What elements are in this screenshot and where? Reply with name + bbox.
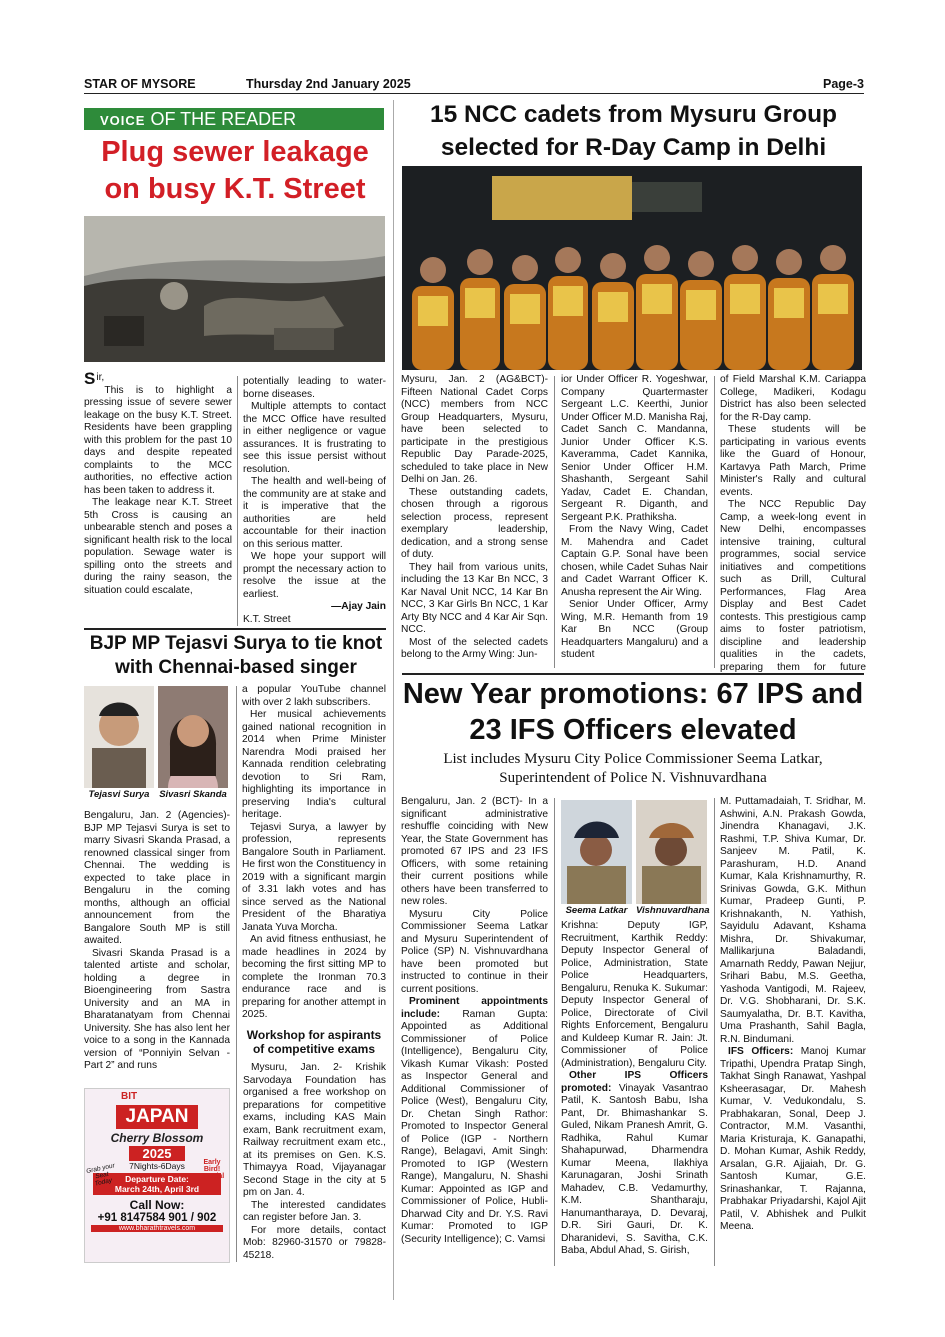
sivasri-photo [158, 686, 228, 788]
caption-seema: Seema Latkar [565, 905, 628, 916]
ad-badge: Early Bird! Special [199, 1159, 225, 1180]
ad-slogan: Grab your Seat Today [85, 1162, 116, 1188]
ips-col-2: Krishna: Deputy IGP, Recruitment, Karthik Reddy: Deputy Inspector General of Police, Administration, State Police Headquarters, Bengaluru, Renuka K. Sukumar: Deputy Inspector General of Police, Directorate of Civil Rights Enforcement, Bengaluru and Kuldeep Kumar R. Jain: Jt. Commissioner of Police (Administration), Bengaluru City. Other IPS Officers promoted: Vinayak Vasantrao Patil, K. Santosh Babu, Isha Pant, Dr. Bhimashankar S. Guled, Nikam Pranesh Amrit, G. Radhika, Rahul Kumar Shahapurwad, Dharmendra Kumar Meena, Ilakhiya Karunagaran, Joshi Srinath Mahadev, C.B. Vedamurthy, K.M. Shantharaju, Hanumantharaya, D. Devaraj, D.R. Siri Gauri, Dr. K. Dharanidevi, S. Savitha, C.K. Baba, Abdul Ahad, S. Girish, [561, 920, 708, 1256]
vishnu-photo [636, 800, 707, 904]
ncc-headline: 15 NCC cadets from Mysuru Group selected for R-Day Camp in Delhi [429, 101, 838, 161]
letter-signature: —Ajay Jain [331, 601, 386, 612]
ips-col-1: Bengaluru, Jan. 2 (BCT)- In a significant administrative reshuffle coinciding with New Year, the State Government has promoted 67 IPS and 23 IFS Officers, with some retaining their current positions while others have been transferred to new roles. Mysuru City Police Commissioner Seema Latkar and Mysuru Superintendent of Police (SP) N. Vishnuvardhana have been promoted but instructed to continue in their current positions. Prominent appointments include: Raman Gupta: Appointed as Additional Commissioner of Police (Intelligence), Bengaluru City, Vikash Kumar Vikash: Posted as Inspector General and Additional Commissioner of Police (West), Bengaluru City, Dr. Chetan Singh Rathor: Promoted to Inspector General of Police (IGP - Northern Range), Belagavi, Amit Singh: Promoted to IGP (Western Range), Mangaluru, N. Shashi Kumar: Appointed as IGP and Commissioner of Police, Hubli-Dharwad City and Dr. Y.S. Ravi Kumar: Promoted to IGP (Security Intelligence); C. Vamsi [401, 796, 548, 1245]
ad-phone[interactable]: +91 8147584 901 / 902 [97, 1212, 217, 1224]
caption-tejasvi: Tejasvi Surya [88, 789, 150, 800]
ad-call-label: Call Now: [129, 1198, 185, 1212]
voice-headline: Plug sewer leakage on busy K.T. Street [101, 136, 369, 205]
caption-sivasri: Sivasri Skanda [159, 789, 227, 800]
ncc-photo [402, 166, 862, 370]
page-header [84, 74, 864, 94]
ips-headline: New Year promotions: 67 IPS and 23 IFS Officers elevated [402, 678, 864, 746]
japan-ad[interactable] [84, 1088, 230, 1263]
ad-logo: BIT [121, 1091, 138, 1102]
caption-vishnu: Vishnuvardhana [636, 905, 710, 916]
seema-photo [561, 800, 632, 904]
ips-subhead: List includes Mysuru City Police Commissioner Seema Latkar, Superintendent of Police N. Vishnuvardhana [443, 751, 823, 786]
bjp-col-2: a popular YouTube channel with over 2 lakh subscribers. Her musical achievements gained national recognition in 2014 when Prime Minister Narendra Modi praised her Kannada rendition celebrating devotion to Sri Ram, highlighting its importance in preserving India's cultural heritage. Tejasvi Surya, a lawyer by profession, represents Bangalore South in Parliament. He first won the Constituency in 2019 with a significant margin of 3.31 lakh votes and has since served as the National President of the Bharatiya Janata Yuva Morcha. An avid fitness enthusiast, he made headlines in 2024 by becoming the first sitting MP to complete the Ironman 70.3 endurance race and is preparing for another attempt in 2025. [242, 684, 386, 1020]
ad-departure: Departure Date: March 24th, April 3rd [93, 1173, 221, 1195]
page-number: Page-3 [823, 77, 864, 91]
tejasvi-photo [84, 686, 154, 788]
ad-website[interactable]: www.bharathtravels.com [91, 1225, 223, 1232]
ad-duration: 7Nights-6Days [129, 1161, 185, 1171]
bjp-headline: BJP MP Tejasvi Surya to tie knot with Chennai-based singer [89, 633, 383, 678]
sewer-photo [84, 216, 385, 362]
ad-year: 2025 [129, 1146, 185, 1161]
workshop-headline: Workshop for aspirants of competitive exams [246, 1028, 382, 1056]
ips-col-3: M. Puttamadaiah, T. Sridhar, M. Ashwini, A.N. Prakash Gowda, Jinendra Khanagavi, J.K. Rashmi, T.P. Shiva Kumar, Dr. Sanjeev M. Patil, K. Parashuram, H.D. Anand Kumar, Kala Krishnamurthy, R. Srinivas Gowda, G.K. Mithun Kumar, Pradeep Gunti, P. Krishnakanth, N. Yathish, Sayidulu Adavant, Kshama Mishra, Dr. Shivakumar, Mallikarjuna Baladandi, Amarnath Reddy, Pawan Nejjur, Srihari Babu, M.S. Geetha, Yashoda Vantigodi, M. Rajeev, Dr. V.G. Shobharani, Dr. S.K. Saumyalatha, Dr. B.T. Kavitha, Uma Prashanth, Sahil Bagla, R.N. Bindumani. IFS Officers: Manoj Kumar Tripathi, Upendra Pratap Singh, Takhat Singh Ranawat, Yashpal Ksheerasagar, Dr. Mahesh Kumar, V. Vedukondalu, S. Prabhakaran, Sonal, Deep J. Contractor, M.M. Vasanthi, Maria Kristuraja, K. Ganapathi, D. Mohan Kumar, Ashik Reddy, Arsalan, G.R. Ajjaiah, Dr. G. Santosh Kumar, G.E. Srinashankar, T. Rajanna, Prabhakar Priyadarshi, Kajol Ajit Patil, V. Abhishek and Pulkit Meena. [720, 796, 866, 1232]
bjp-col-1: Bengaluru, Jan. 2 (Agencies)- BJP MP Tejasvi Surya is set to marry Sivasri Skanda Prasad, a renowned classical singer from Chennai. The wedding is expected to take place in Bengaluru in the coming months, although an official announcement from the Bangalore South MP is still awaited. Sivasri Skanda Prasad is a talented artiste and scholar, holding a degree in Bioengineering from Sastra University and an MA in Bharatanatyam from Chennai University. She has also lent her voice to a song in the Kannada version of “Ponniyin Selvan - Part 2” and runs [84, 810, 230, 1071]
ad-subtitle: Cherry Blossom [110, 1131, 204, 1145]
workshop-body: Mysuru, Jan. 2- Krishik Sarvodaya Foundation has organised a free workshop on preparations for competitive exams, including KAS Main exam, Bank recruitment exam, Railway recruitment exam etc., at its premises on Gen. K.S. Thimayya Road, Vijayanagar Second Stage in the city at 5 pm on Jan. 4. The interested candidates can register before Jan. 3. For more details, contact Mob: 82960-31570 or 79828-45218. [243, 1062, 386, 1261]
ad-title: JAPAN [116, 1105, 198, 1129]
paper-name: STAR OF MYSORE [84, 77, 196, 91]
voice-label: VOICE OF THE READER [84, 108, 384, 130]
letter-place: K.T. Street [243, 613, 291, 625]
ncc-col-1: Mysuru, Jan. 2 (AG&BCT)- Fifteen National Cadet Corps (NCC) members from NCC Group Headquarters, Mysuru, have been selected to participate in the prestigious Republic Day Parade-2025, scheduled to take place in New Delhi on Jan. 26. These outstanding cadets, chosen through a rigorous selection process, represent exemplary leadership, dedication, and a strong sense of duty. They hail from various units, including the 13 Kar Bn NCC, 3 Kar Naval Unit NCC, 14 Kar Bn NCC, 3 Kar Girls Bn NCC, 1 Kar Arty Bty NCC and 4 Kar Air Sqn. NCC. Most of the selected cadets belong to the Army Wing: Jun- [401, 374, 548, 660]
issue-date: Thursday 2nd January 2025 [246, 77, 411, 91]
ncc-col-3: of Field Marshal K.M. Cariappa College, Madikeri, Kodagu District has also been selected for the R-Day camp. These students will be participating in various events like the Guard of Honour, Kartavya Path March, Prime Minister's Rally and cultural events. The NCC Republic Day Camp, a week-long event in New Delhi, encompasses intensive training, cultural programmes, social service initiatives and competitions such as Drill, Cultural Performances, Flag Area Display and Best Cadet contests. This prestigious camp aims to foster patriotism, discipline and leadership qualities in the cadets, preparing them for future [720, 374, 866, 672]
voice-col-2: potentially leading to water-borne diseases. Multiple attempts to contact the MCC Office have resulted in either negligence or vague assurances. It is frustrating to see this issue persist without resolution. The health and well-being of the community are at stake and it is imperative that the authorities are held accountable for their inaction on this serious matter. We hope your support will prompt the necessary action to resolve the issue at the earliest. —Ajay Jain K.T. Street [243, 376, 386, 625]
voice-col-1: Sir, This is to highlight a pressing issue of severe sewer leakage on the busy K.T. Street. Residents have been grappling with this problem for the past 10 days and despite repeated complaints to the MCC authorities, no effective action has been taken to address it. The leakage near K.T. Street 5th Cross is causing an unbearable stench and poses a significant health risk to the local population. Sewage water is spilling onto the streets and during the rainy season, the situation could escalate, [84, 372, 232, 596]
ncc-col-2: ior Under Officer R. Yogeshwar, Company Quartermaster Sergeant L.C. Keerthi, Junior Under Officer M.D. Manisha Raj, Cadet Sanch C. Mandanna, Junior Under Officer K.S. Kaveramma, Cadet Kannika, Senior Under Officer H.M. Shashanth, Sergeant Sahil Yadav, Cadet E. Chandan, Sergeant R. Diganth, and Sergeant P.K. Prathiksha. From the Navy Wing, Cadet M. Mahendra and Cadet Captain G.P. Sonal have been chosen, while Cadet Suhas Nair and Cadet Warrant Officer K. Anusha represent the Air Wing. Senior Under Officer, Army Wing, M.R. Hemanth from 19 Kar Bn NCC (Group Headquarters Mangaluru) and a student [561, 374, 708, 660]
